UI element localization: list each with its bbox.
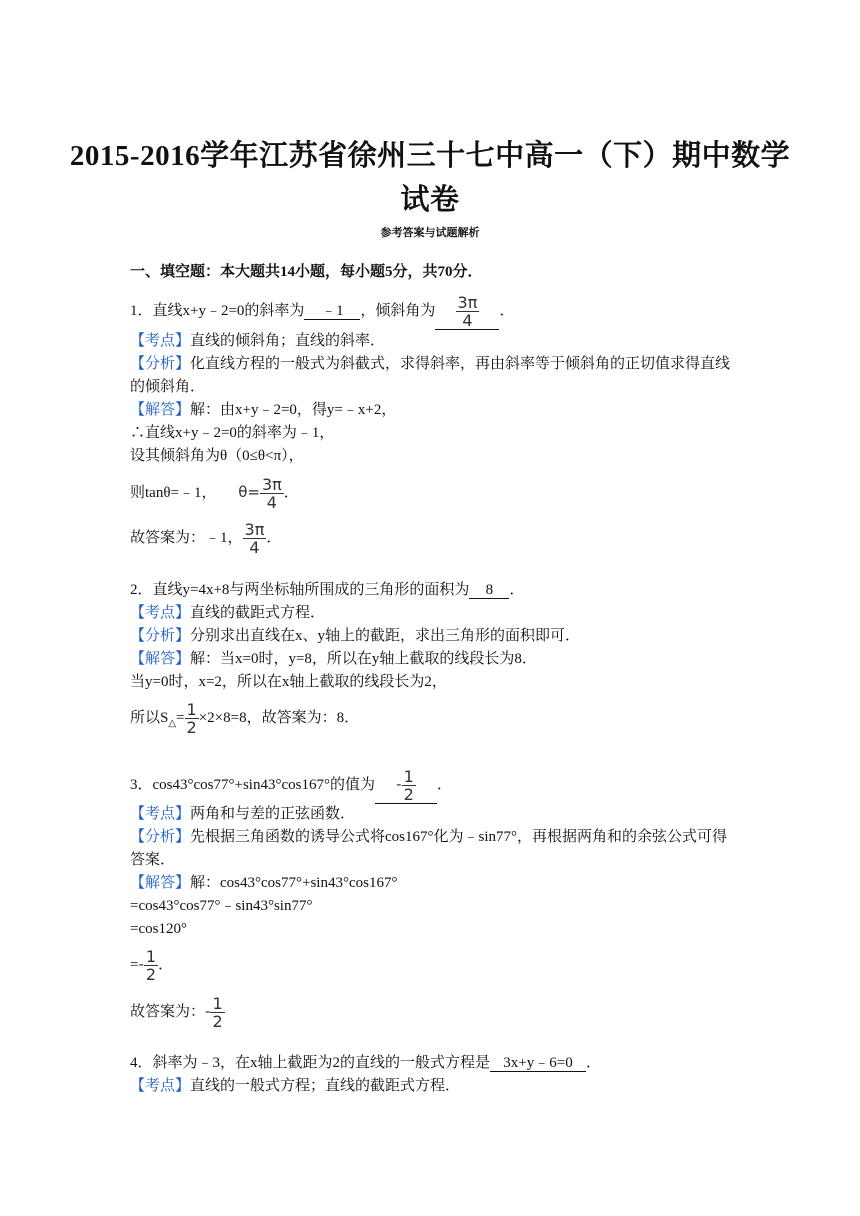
q1-theta-fraction: [260, 476, 284, 511]
q1-kaodian: [130, 331, 385, 351]
q2-kaodian: [130, 603, 325, 623]
q1-fenxi-text: 化直线方程的一般式为斜截式，求得斜率，再由斜率等于倾斜角的正切值求得直线: [190, 356, 731, 372]
fraction-numerator: 1: [212, 994, 223, 1013]
fraction-numerator: 1: [403, 767, 414, 786]
q1-kaodian-text: 直线的倾斜角；直线的斜率．: [190, 333, 386, 349]
q3-equals: =: [130, 956, 139, 973]
fraction-denominator: 2: [212, 1012, 223, 1031]
q4-stem-text: 4．斜率为﹣3，在x轴上截距为2的直线的一般式方程是: [130, 1055, 491, 1071]
q3-solution-line-4-end: ．: [158, 956, 174, 973]
q4-stem: [130, 1053, 601, 1073]
q3-stem: [130, 768, 452, 804]
q1-answer-blank-slope: ﹣1: [304, 303, 360, 320]
fraction-denominator: 4: [266, 493, 277, 512]
q1-solution-line-3: 设其倾斜角为θ（0≤θ<π），: [130, 448, 304, 464]
q2-jieda: [130, 649, 537, 669]
document-subtitle: 参考答案与试题解析: [380, 227, 480, 239]
q3-fenxi-cont: 答案．: [130, 852, 176, 868]
fraction-denominator: 2: [403, 785, 414, 804]
negative-sign: -: [396, 774, 402, 793]
fraction-numerator: 3π: [457, 293, 478, 312]
q2-stem-end: ．: [509, 582, 525, 598]
kaodian-tag: 【考点】: [130, 605, 191, 621]
q3-answer-blank: [375, 768, 437, 804]
q3-kaodian-text: 两角和与差的正弦函数．: [190, 806, 356, 822]
q2-half-fraction: [185, 701, 199, 736]
fraction-numerator: 3π: [244, 520, 265, 539]
fenxi-tag: 【分析】: [130, 356, 191, 372]
q1-jieda: [130, 400, 396, 420]
q3-stem-text: 3．cos43°cos77°+sin43°cos167°的值为: [130, 776, 375, 793]
q2-fenxi-text: 分别求出直线在x、y轴上的截距，求出三角形的面积即可．: [190, 628, 581, 644]
q1-final-answer-text: 故答案为：﹣1，: [130, 529, 243, 546]
q1-final-answer-end: ．: [266, 529, 282, 546]
q1-fenxi: [130, 354, 730, 374]
q3-fenxi-text: 先根据三角函数的诱导公式将cos167°化为﹣sin77°，再根据两角和的余弦公式可得: [190, 829, 728, 845]
q1-answer-fraction: [456, 294, 480, 329]
q1-fenxi-cont: 的倾斜角．: [130, 379, 206, 395]
q1-solution-line-2: ∴直线x+y﹣2=0的斜率为﹣1，: [130, 425, 335, 441]
q2-equals: =: [176, 709, 185, 726]
q1-final-fraction: [243, 521, 267, 556]
q2-fenxi: [130, 626, 580, 646]
fraction-denominator: 2: [145, 965, 157, 984]
q4-stem-end: ．: [586, 1055, 602, 1071]
q3-jieda-text: 解：cos43°cos77°+sin43°cos167°: [190, 875, 398, 891]
q2-solution-line-3: [130, 701, 359, 736]
fraction-numerator: 3π: [261, 475, 282, 494]
q3-stem-end: ．: [436, 776, 452, 793]
q3-final-answer-text: 故答案为：: [130, 1003, 206, 1020]
q1-stem-text: 1．直线x+y﹣2=0的斜率为: [130, 302, 305, 319]
negative-sign: -: [138, 954, 144, 973]
q1-final-answer: [130, 521, 281, 556]
fenxi-tag: 【分析】: [130, 628, 191, 644]
q4-answer-blank: 3x+y﹣6=0: [490, 1055, 586, 1072]
fraction-denominator: 4: [462, 311, 473, 330]
q4-kaodian-text: 直线的一般式方程；直线的截距式方程．: [190, 1078, 461, 1094]
q2-stem-text: 2．直线y=4x+8与两坐标轴所围成的三角形的面积为: [130, 582, 470, 598]
fraction-numerator: 1: [186, 700, 197, 719]
jieda-tag: 【解答】: [130, 651, 191, 667]
q3-result-fraction: [144, 948, 158, 983]
q3-kaodian: [130, 804, 355, 824]
q1-stem-text-b: ，倾斜角为: [360, 302, 436, 319]
q2-area-label: 所以S: [130, 709, 169, 726]
q3-fenxi: [130, 827, 727, 847]
q1-solution-line-4-end: ．: [283, 484, 299, 501]
q1-solution-line-4-text: 则tanθ=﹣1，: [130, 484, 217, 501]
section-heading: 一、填空题：本大题共14小题，每小题5分，共70分．: [130, 264, 483, 280]
document-title-line-1: 2015-2016学年江苏省徐州三十七中高一（下）期中数学: [69, 140, 791, 172]
q3-final-answer: [130, 995, 225, 1030]
q2-kaodian-text: 直线的截距式方程．: [190, 605, 326, 621]
kaodian-tag: 【考点】: [130, 333, 191, 349]
q1-answer-blank-angle: [435, 294, 499, 330]
q2-jieda-text: 解：当x=0时，y=8，所以在y轴上截取的线段长为8．: [190, 651, 537, 667]
jieda-tag: 【解答】: [130, 402, 191, 418]
kaodian-tag: 【考点】: [130, 1078, 191, 1094]
q2-stem: [130, 580, 524, 600]
q2-area-result: ×2×8=8，故答案为：8．: [198, 709, 360, 726]
document-title-line-2: 试卷: [400, 184, 460, 216]
q1-stem: [130, 294, 514, 330]
fraction-denominator: 4: [249, 538, 260, 557]
q1-jieda-text: 解：由x+y﹣2=0，得y=﹣x+2，: [190, 402, 397, 418]
triangle-subscript: △: [168, 717, 177, 729]
kaodian-tag: 【考点】: [130, 806, 191, 822]
fraction-denominator: 2: [186, 718, 197, 737]
theta-equals: θ=: [238, 482, 260, 501]
negative-sign: -: [205, 1001, 211, 1020]
jieda-tag: 【解答】: [130, 875, 191, 891]
q3-solution-line-4: [130, 948, 173, 983]
fraction-numerator: 1: [145, 947, 157, 966]
q3-solution-line-2: =cos43°cos77°﹣sin43°sin77°: [130, 898, 313, 914]
q2-solution-line-2: 当y=0时，x=2，所以在x轴上截取的线段长为2，: [130, 674, 447, 690]
q1-solution-line-4: [130, 476, 299, 511]
q1-stem-end: ．: [499, 302, 515, 319]
q3-solution-line-3: =cos120°: [130, 921, 187, 937]
q4-kaodian: [130, 1076, 460, 1096]
q3-answer-fraction: [402, 768, 416, 803]
fenxi-tag: 【分析】: [130, 829, 191, 845]
q2-answer-blank: 8: [469, 582, 509, 599]
q3-final-fraction: [210, 995, 224, 1030]
q3-jieda: [130, 873, 397, 893]
